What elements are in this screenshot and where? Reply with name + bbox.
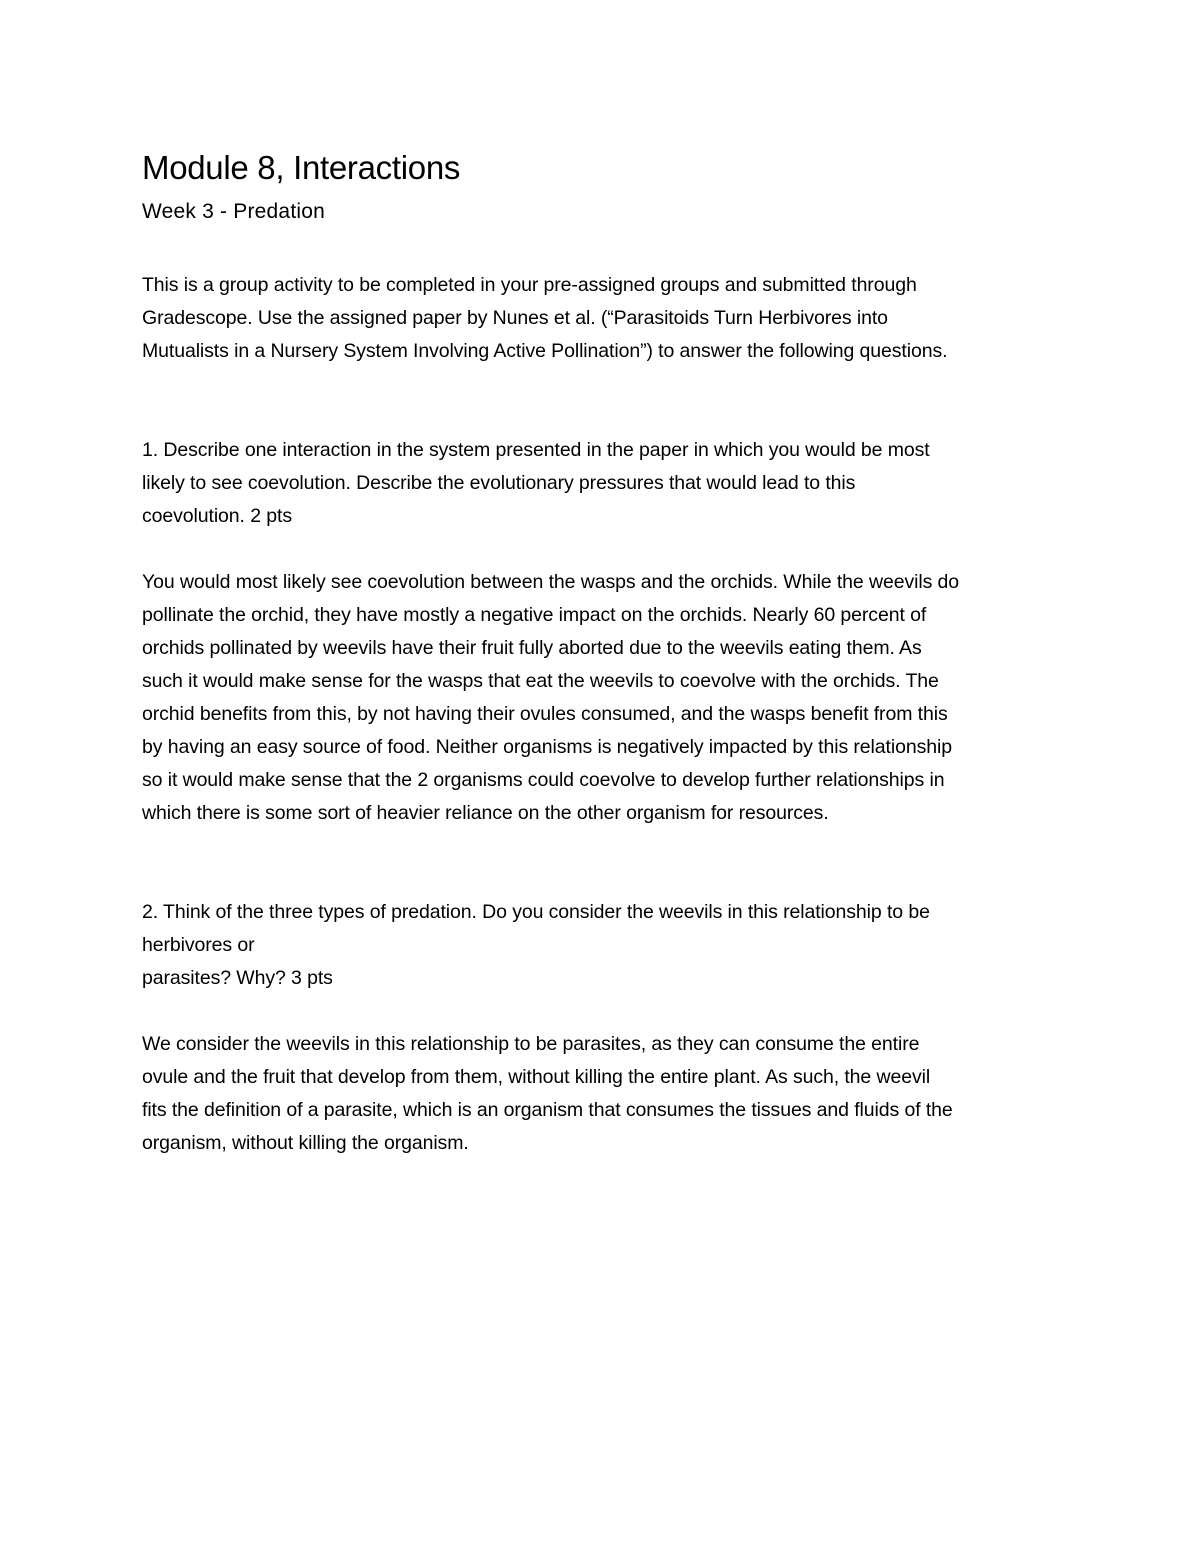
- answer-1-line: You would most likely see coevolution between the wasps and the orchids. While the weevils do: [142, 571, 960, 593]
- answer-1-line: pollinate the orchid, they have mostly a negative impact on the orchids. Nearly 60 percent of: [142, 604, 927, 626]
- question-2-line: herbivores or: [142, 934, 255, 956]
- question-2-line: 2. Think of the three types of predation. Do you consider the weevils in this relationship to be: [142, 901, 930, 923]
- question-1-line: likely to see coevolution. Describe the evolutionary pressures that would lead to this: [142, 472, 856, 494]
- answer-1-line: by having an easy source of food. Neither organisms is negatively impacted by this relationship: [142, 736, 952, 758]
- document-content: [142, 148, 1072, 1160]
- intro-line: This is a group activity to be completed in your pre-assigned groups and submitted through: [142, 274, 917, 296]
- answer-2-line: ovule and the fruit that develop from them, without killing the entire plant. As such, the weevil: [142, 1066, 931, 1088]
- intro-line: Gradescope. Use the assigned paper by Nunes et al. (“Parasitoids Turn Herbivores into: [142, 307, 888, 329]
- answer-1-line: orchid benefits from this, by not having their ovules consumed, and the wasps benefit from this: [142, 703, 948, 725]
- answer-1-line: which there is some sort of heavier reliance on the other organism for resources.: [142, 802, 829, 824]
- answer-2-line: organism, without killing the organism.: [142, 1132, 469, 1154]
- intro-line: Mutualists in a Nursery System Involving Active Pollination”) to answer the following questions.: [142, 340, 948, 362]
- answer-2-line: fits the definition of a parasite, which is an organism that consumes the tissues and fluids of the: [142, 1099, 953, 1121]
- answer-1-line: orchids pollinated by weevils have their fruit fully aborted due to the weevils eating them. As: [142, 637, 922, 659]
- answer-1-line: such it would make sense for the wasps that eat the weevils to coevolve with the orchids. The: [142, 670, 939, 692]
- answer-2: [142, 1028, 1072, 1160]
- page-title: Module 8, Interactions: [142, 149, 461, 186]
- question-2-line: parasites? Why? 3 pts: [142, 967, 333, 989]
- question-1: [142, 434, 1072, 533]
- question-1-line: 1. Describe one interaction in the system presented in the paper in which you would be most: [142, 439, 930, 461]
- answer-2-line: We consider the weevils in this relationship to be parasites, as they can consume the entire: [142, 1033, 920, 1055]
- answer-1-line: so it would make sense that the 2 organisms could coevolve to develop further relationships in: [142, 769, 945, 791]
- question-2: [142, 896, 1072, 995]
- answer-1: [142, 566, 1072, 830]
- page-subtitle: Week 3 - Predation: [142, 200, 325, 223]
- intro-paragraph: [142, 269, 1072, 368]
- question-1-line: coevolution. 2 pts: [142, 505, 292, 527]
